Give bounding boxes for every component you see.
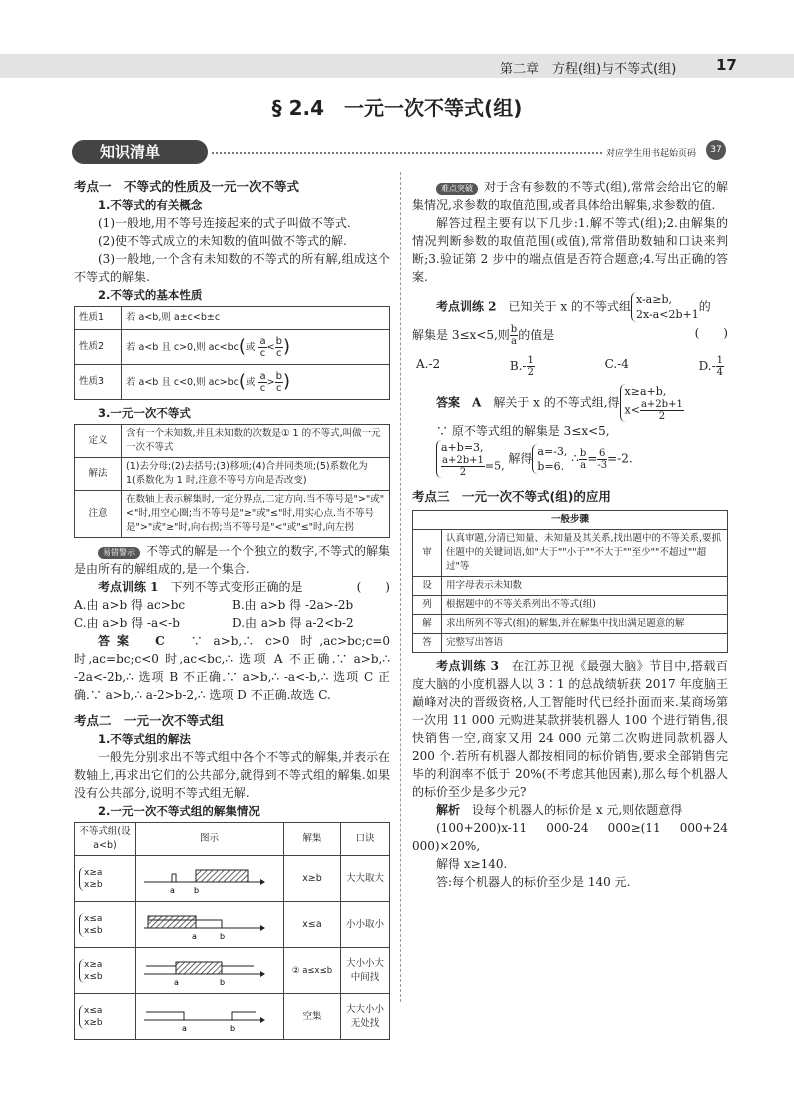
- knowledge-list-note: 对应学生用书起始页码: [606, 149, 697, 159]
- label-b: b: [230, 1024, 236, 1033]
- steps-header: 一般步骤: [413, 511, 728, 530]
- kp1-s1-item: (2)使不等式成立的未知数的值叫做不等式的解.: [98, 234, 347, 248]
- sys-line: x≥a+b,: [624, 385, 667, 398]
- paren-open: (: [238, 336, 246, 357]
- solution: 解得 x≥140.: [436, 857, 508, 871]
- train2-system: [631, 292, 699, 322]
- numerator: b: [579, 447, 587, 459]
- numerator: 1: [527, 355, 534, 366]
- paren-close: ): [282, 336, 290, 357]
- table-row: [75, 491, 390, 538]
- train2-text: 解集是 3≤x<5,则: [412, 328, 510, 342]
- sys-line: x≤a: [84, 1005, 103, 1016]
- train1-text: 下列不等式变形正确的是: [170, 580, 303, 594]
- sys-line: x≤b: [84, 925, 103, 936]
- system-cell: [75, 856, 136, 902]
- warning-tag: 易错警示: [98, 547, 140, 559]
- sys-line: x≥b: [84, 1017, 103, 1028]
- system-solutions-table: [74, 822, 390, 1040]
- step-key: 设: [413, 577, 442, 596]
- system-cell: [75, 948, 136, 994]
- section-title: § 2.4 一元一次不等式(组): [271, 96, 523, 120]
- tip-tag: 难点突破: [436, 183, 478, 195]
- numerator: 6: [599, 447, 606, 459]
- denominator: c: [259, 382, 266, 394]
- equation: (100+200)x-11 000-24 000≥(11 000+24 000)×20%,: [412, 821, 728, 853]
- denominator: c: [276, 382, 282, 394]
- solution-cell: x≤a: [284, 902, 341, 948]
- col-header: 口诀: [341, 823, 390, 856]
- number-line-cell: [136, 856, 284, 902]
- answer2-result: [532, 444, 567, 474]
- kp1-s1-item: (1)一般地,用不等号连接起来的式子叫做不等式.: [98, 216, 351, 230]
- table-row: [75, 948, 390, 994]
- table-row: [413, 634, 728, 653]
- prop-text: 若 a<b,则 a±c<b±c: [122, 307, 390, 330]
- paren-close: ): [282, 371, 290, 392]
- number-line-diagram: [136, 994, 266, 1034]
- step-key: 审: [413, 530, 442, 577]
- sys-text: =5,: [484, 459, 505, 473]
- train2-text: 的值是: [518, 328, 555, 342]
- sys-line: x≤a: [84, 913, 103, 924]
- prop-mid: 或: [245, 376, 256, 388]
- sys-line: 2x-a<2b+1: [635, 308, 699, 321]
- prop-name: 性质1: [75, 307, 122, 330]
- row-value: 在数轴上表示解集时,一定分界点,二定方向.当不等号是">"或"<"时,用空心圈;当不等号是"≥"或"≤"时,用实心点.当不等号是">"或"≥"时,向右拐;当不等号是"<"或"≤"时,向左拐: [122, 491, 390, 538]
- table-header-row: [413, 511, 728, 530]
- train1-label: 考点训练 1: [98, 580, 159, 594]
- table-row: [413, 615, 728, 634]
- relation: <: [266, 341, 275, 353]
- label-b: b: [220, 932, 226, 941]
- system-brace: [79, 867, 103, 891]
- row-key: 解法: [75, 458, 122, 491]
- option: C.由 a>b 得 -a<-b: [74, 616, 180, 630]
- sys-line: x-a≥b,: [635, 293, 672, 306]
- solve-text: 解得: [508, 451, 533, 466]
- label-a: a: [182, 1024, 187, 1033]
- sys-line: x≤b: [84, 971, 103, 982]
- numerator: a: [259, 335, 266, 347]
- warning: [74, 542, 390, 578]
- train2-paren: ( ): [694, 326, 728, 340]
- fraction: [597, 448, 607, 471]
- sys-line: x≥a: [84, 867, 103, 878]
- option: A.由 a>b 得 ac>bc: [74, 598, 186, 612]
- table-row: [75, 425, 390, 458]
- paren-open: (: [238, 371, 246, 392]
- rule-cell: 大大小小无处找: [341, 994, 390, 1040]
- denominator: a: [580, 459, 587, 471]
- axis-arrow: [260, 925, 265, 931]
- table-row: [413, 577, 728, 596]
- step-value: 用字母表示未知数: [442, 577, 728, 596]
- numerator: b: [275, 370, 282, 382]
- fraction: [527, 355, 535, 378]
- analysis: [412, 801, 728, 819]
- numerator: b: [510, 324, 518, 335]
- system-cell: [75, 902, 136, 948]
- prop-name: 性质3: [75, 365, 122, 400]
- ray-right: [232, 1012, 256, 1020]
- ray-right: [222, 966, 254, 974]
- table-header-row: [75, 823, 390, 856]
- answer2: [412, 384, 728, 422]
- chapter-title: 第二章 方程(组)与不等式(组): [500, 62, 677, 77]
- table-row: [75, 994, 390, 1040]
- row-key: 定义: [75, 425, 122, 458]
- step-value: 根据题中的不等关系列出不等式(组): [442, 596, 728, 615]
- answer2-system2: [436, 440, 505, 478]
- sys-line: a+b=3,: [441, 441, 484, 454]
- number-line-cell: [136, 948, 284, 994]
- ray-left: [146, 1012, 184, 1020]
- numerator: b: [275, 335, 282, 347]
- train3: [412, 657, 728, 801]
- knowledge-list-badge: 知识清单: [72, 140, 208, 164]
- train1: [74, 578, 390, 596]
- step-value: 认真审题,分清已知量、未知量及其关系,找出题中的不等关系,要抓住题中的关键词语,如"大于""小于""不大于""至少""不超过""超过"等: [442, 530, 728, 577]
- system-brace: [79, 959, 103, 983]
- prop-text: [122, 330, 390, 365]
- denominator: a: [511, 336, 517, 347]
- answer2-text: 解关于 x 的不等式组,得: [493, 395, 620, 410]
- tip: [412, 178, 728, 214]
- step-key: 列: [413, 596, 442, 615]
- fraction: [258, 336, 266, 359]
- label-a: a: [170, 886, 175, 895]
- step-value: 求出所列不等式(组)的解集,并在解集中找出满足题意的解: [442, 615, 728, 634]
- kp1-s1-title: 1.不等式的有关概念: [98, 198, 203, 212]
- number-line-diagram: [136, 948, 266, 988]
- sys-line: x<: [624, 403, 640, 417]
- label-a: a: [192, 932, 197, 941]
- prop-text: [122, 365, 390, 400]
- numerator: a: [259, 370, 266, 382]
- prop-pre: 若 a<b 且 c>0,则 ac<bc: [126, 341, 239, 353]
- prop-name: 性质2: [75, 330, 122, 365]
- denominator: -3: [597, 459, 608, 471]
- final-answer: 答:每个机器人的标价至少是 140 元.: [436, 875, 631, 889]
- option: A.-2: [416, 357, 441, 371]
- system-brace: [79, 913, 103, 937]
- train1-options: [74, 614, 390, 632]
- shaded-region: [196, 870, 248, 882]
- train2-line2: [412, 324, 728, 347]
- fraction: [441, 455, 485, 478]
- option-text: D.-: [698, 359, 716, 373]
- answer2-system: [620, 384, 684, 422]
- linear-inequality-table: [74, 424, 390, 538]
- solution-cell: ② a≤x≤b: [284, 948, 341, 994]
- kp2-s1-title: 1.不等式组的解法: [98, 732, 191, 746]
- table-row: [75, 307, 390, 330]
- conc-text: =: [587, 451, 598, 466]
- denominator: 2: [459, 467, 467, 478]
- properties-table: [74, 306, 390, 400]
- label-b: b: [194, 886, 200, 895]
- axis-arrow: [260, 1017, 265, 1023]
- page-number: 17: [716, 56, 737, 74]
- table-row: [413, 596, 728, 615]
- answer2-label: 答案 A: [436, 395, 482, 410]
- number-line-cell: [136, 994, 284, 1040]
- shaded-region: [148, 916, 196, 928]
- rule-cell: 小小取小: [341, 902, 390, 948]
- column-divider: [400, 172, 401, 1002]
- fraction: [258, 371, 266, 394]
- kp3-title: 考点三 一元一次不等式(组)的应用: [412, 489, 611, 504]
- dotted-rule: [212, 152, 602, 154]
- fraction: [275, 371, 283, 394]
- answer2-solve: [412, 440, 728, 478]
- kp2-s1-text: 一般先分别求出不等式组中各个不等式的解集,并表示在数轴上,再求出它们的公共部分,就得到不等式组的解集.如果没有公共部分,说明不等式组无解.: [74, 750, 390, 800]
- option-text: B.-: [509, 359, 527, 373]
- rule-cell: 大大取大: [341, 856, 390, 902]
- ray-left: [146, 966, 176, 974]
- analysis-text: 设每个机器人的标价是 x 元,则依题意得: [472, 803, 683, 817]
- fraction: [640, 399, 684, 422]
- steps-text: 解答过程主要有以下几步:1.解不等式(组);2.由解集的情况判断参数的取值范围(或值),常常借助数轴和口诀来判断;3.验证第 2 步中的端点值是否符合题意;4.写出正确的答案.: [412, 216, 728, 284]
- steps-table: [412, 510, 728, 653]
- row-value: 含有一个未知数,并且未知数的次数是① 1 的不等式,叫做一元一次不等式: [122, 425, 390, 458]
- option: [699, 355, 724, 378]
- ray-a: [172, 874, 176, 882]
- warning-text: 不等式的解是一个个独立的数字,不等式的解集是由所有的解组成的,是一个集合.: [74, 544, 390, 576]
- solution-cell: x≥b: [284, 856, 341, 902]
- solution-cell: 空集: [284, 994, 341, 1040]
- fraction: [510, 324, 518, 347]
- kp1-s1-item: (3)一般地,一个含有未知数的不等式的所有解,组成这个不等式的解集.: [74, 252, 390, 284]
- conc-text: ∴: [571, 451, 579, 466]
- numerator: a+2b+1: [442, 455, 484, 466]
- row-key: 注意: [75, 491, 122, 538]
- train3-label: 考点训练 3: [436, 659, 499, 673]
- sys-line: x≥a: [84, 959, 103, 970]
- answer1-label: 答案 C: [98, 634, 165, 648]
- number-line-diagram: [136, 856, 266, 896]
- table-row: [413, 530, 728, 577]
- relation: >: [266, 376, 275, 388]
- numerator: a+2b+1: [640, 399, 683, 410]
- option: D.由 a>b 得 a-2<b-2: [232, 616, 354, 630]
- table-row: [75, 365, 390, 400]
- kp2-s2-title: 2.一元一次不等式组的解集情况: [98, 804, 260, 818]
- col-header: 解集: [284, 823, 341, 856]
- table-row: [75, 902, 390, 948]
- right-column: [412, 178, 728, 891]
- train2-label: 考点训练 2: [436, 299, 497, 314]
- denominator: c: [276, 347, 282, 359]
- train1-options: [74, 596, 390, 614]
- table-row: [75, 330, 390, 365]
- table-row: [75, 458, 390, 491]
- fraction: [275, 336, 283, 359]
- step-key: 解: [413, 615, 442, 634]
- option: B.由 a>b 得 -2a>-2b: [232, 598, 354, 612]
- step-value: 完整写出答语: [442, 634, 728, 653]
- sys-line: a=-3,: [537, 445, 568, 458]
- step-key: 答: [413, 634, 442, 653]
- label-a: a: [174, 978, 179, 987]
- option: C.-4: [604, 357, 629, 371]
- train2: [412, 292, 728, 322]
- numerator: 1: [716, 355, 723, 366]
- fraction: [716, 355, 724, 378]
- analysis-label: 解析: [436, 803, 461, 817]
- train1-paren: ( ): [356, 580, 390, 594]
- left-column: [74, 178, 390, 1040]
- sys-line: b=6.: [537, 460, 565, 473]
- axis-arrow: [260, 971, 265, 977]
- knowledge-list-page: 37: [706, 140, 726, 160]
- table-row: [75, 856, 390, 902]
- train2-text: 已知关于 x 的不等式组: [508, 299, 631, 314]
- system-cell: [75, 994, 136, 1040]
- axis-arrow: [260, 879, 265, 885]
- shaded-region: [176, 962, 222, 974]
- kp1-title: 考点一 不等式的性质及一元一次不等式: [74, 179, 300, 194]
- row-value: (1)去分母;(2)去括号;(3)移项;(4)合并同类项;(5)系数化为 1(系数化为 1 时,注意不等号方向是否改变): [122, 458, 390, 491]
- train2-text: 的: [698, 299, 711, 314]
- answer1: [74, 632, 390, 704]
- rule-cell: 大小小大中间找: [341, 948, 390, 994]
- col-header: 不等式组(设 a<b): [75, 823, 136, 856]
- denominator: 2: [527, 367, 534, 378]
- denominator: 2: [658, 411, 666, 422]
- kp2-title: 考点二 一元一次不等式组: [74, 713, 225, 728]
- prop-mid: 或: [245, 341, 256, 353]
- conc-text: =-2.: [607, 451, 633, 466]
- train3-text: 在江苏卫视《最强大脑》节目中,搭载百度大脑的小度机器人以 3∶1 的总战绩斩获 2017 年度脑王巅峰对决的晋级资格,人工智能时代已经扑面而来.某商场第一次用 11 000 元购进某款拼装机器人 100 个进行销售,很快销售一空,商家又用 24 000 元第二次购进同款机器人 200 个.若所有机器人都按相同的标价销售,要求全部销售完毕的利润率不低于 20%(不考虑其他因素),那么每个机器人的标价至少是多少元?: [412, 659, 728, 799]
- system-brace: [79, 1005, 103, 1029]
- number-line-diagram: [136, 902, 266, 942]
- number-line-cell: [136, 902, 284, 948]
- denominator: c: [259, 347, 266, 359]
- col-header: 图示: [136, 823, 284, 856]
- answer2-line: ∵ 原不等式组的解集是 3≤x<5,: [436, 424, 610, 438]
- label-b: b: [220, 978, 226, 987]
- kp1-s2-title: 2.不等式的基本性质: [98, 288, 203, 302]
- denominator: 4: [716, 367, 723, 378]
- prop-pre: 若 a<b 且 c<0,则 ac>bc: [126, 376, 239, 388]
- sys-line: x≥b: [84, 879, 103, 890]
- answer1-text: ∵ a>b,∴ c>0 时,ac>bc;c=0 时,ac=bc;c<0 时,ac<bc,∴ 选项 A 不正确.∵ a>b,∴ -2a<-2b,∴ 选项 B 不正确.∵ a>b,∴ -a<-b,∴ 选项 C 正确.∵ a>b,∴ a-2>b-2,∴ 选项 D 不正确.故选 C.: [74, 634, 390, 702]
- option: [510, 355, 535, 378]
- train2-options: [412, 355, 728, 378]
- tip-text: 对于含有参数的不等式(组),常常会给出它的解集情况,求参数的取值范围,或者具体给出解集,求参数的值.: [412, 180, 728, 212]
- kp1-s3-title: 3.一元一次不等式: [98, 406, 191, 420]
